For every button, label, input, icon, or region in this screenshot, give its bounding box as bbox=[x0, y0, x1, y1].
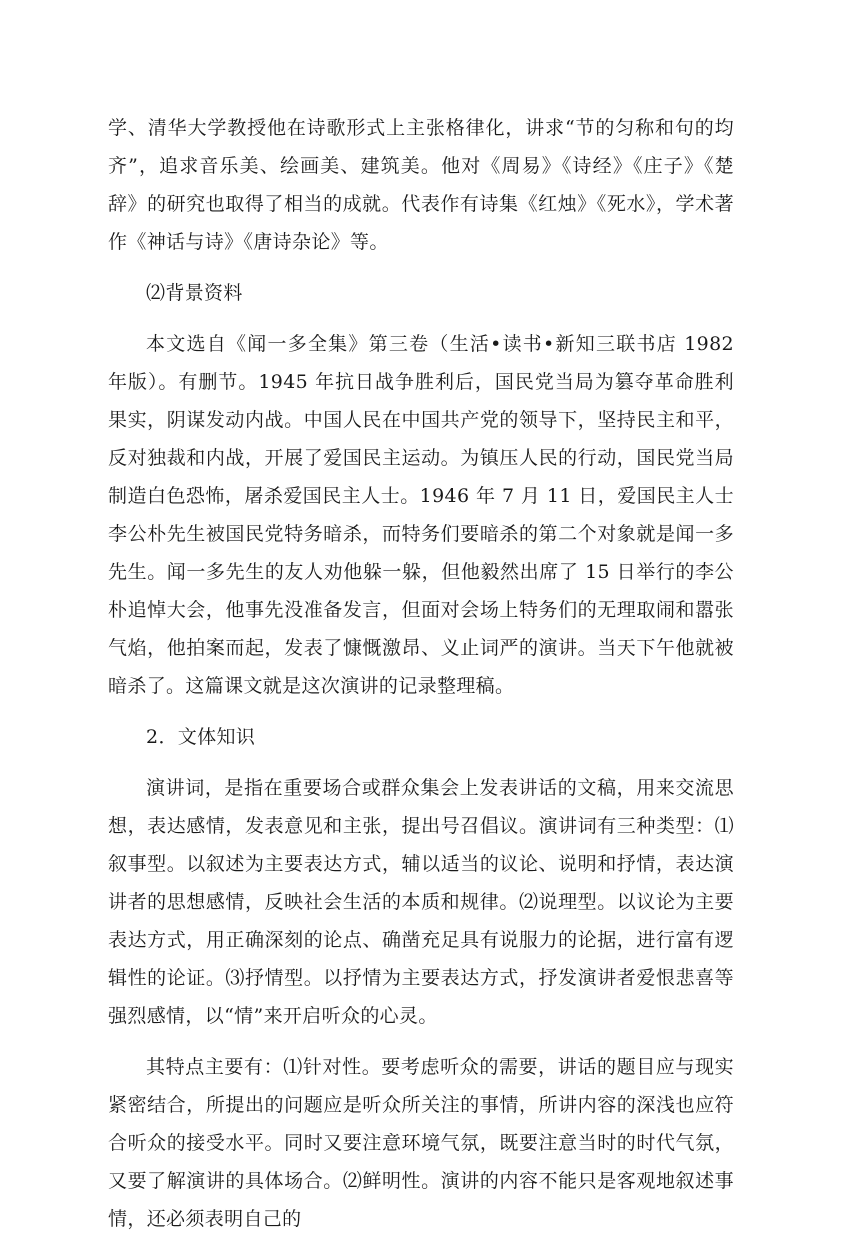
heading-background-material: ⑵背景资料 bbox=[146, 282, 243, 304]
paragraph-speech-features: 其特点主要有：⑴针对性。要考虑听众的需要，讲话的题目应与现实紧密结合，所提出的问题应是听众所关注的事情，所讲内容的深浅也应符合听众的接受水平。同时又要注意环境气氛，既要注意当时的时代气氛，又要了解演讲的具体场合。⑵鲜明性。演讲的内容不能只是客观地叙述事情，还必须表明自己的 bbox=[108, 1056, 734, 1230]
heading-genre-knowledge: 2．文体知识 bbox=[146, 726, 256, 748]
document-page bbox=[108, 109, 734, 1238]
paragraph-wenyiduo-bio-continued: 学、清华大学教授他在诗歌形式上主张格律化，讲求“节的匀称和句的均齐”，追求音乐美、绘画美、建筑美。他对《周易》《诗经》《庄子》《楚辞》的研究也取得了相当的成就。代表作有诗集《红烛》《死水》，学术著作《神话与诗》《唐诗杂论》等。 bbox=[108, 117, 734, 253]
paragraph-background: 本文选自《闻一多全集》第三卷（生活•读书•新知三联书店 1982 年版）。有删节。1945 年抗日战争胜利后，国民党当局为篡夺革命胜利果实，阴谋发动内战。中国人民在中国共产党的领导下，坚持民主和平，反对独裁和内战，开展了爱国民主运动。为镇压人民的行动，国民党当局制造白色恐怖，屠杀爱国民主人士。1946 年 7 月 11 日，爱国民主人士李公朴先生被国民党特务暗杀，而特务们要暗杀的第二个对象就是闻一多先生。闻一多先生的友人劝他躲一躲，但他毅然出席了 15 日举行的李公朴追悼大会，他事先没准备发言，但面对会场上特务们的无理取闹和嚣张气焰，他拍案而起，发表了慷慨激昂、义止词严的演讲。当天下午他就被暗杀了。这篇课文就是这次演讲的记录整理稿。 bbox=[108, 333, 734, 697]
paragraph-speech-types: 演讲词，是指在重要场合或群众集会上发表讲话的文稿，用来交流思想，表达感情，发表意见和主张，提出号召倡议。演讲词有三种类型：⑴叙事型。以叙述为主要表达方式，辅以适当的议论、说明和抒情，表达演讲者的思想感情，反映社会生活的本质和规律。⑵说理型。以议论为主要表达方式，用正确深刻的论点、确凿充足具有说服力的论据，进行富有逻辑性的论证。⑶抒情型。以抒情为主要表达方式，抒发演讲者爱恨悲喜等强烈感情，以“情”来开启听众的心灵。 bbox=[108, 777, 734, 1027]
